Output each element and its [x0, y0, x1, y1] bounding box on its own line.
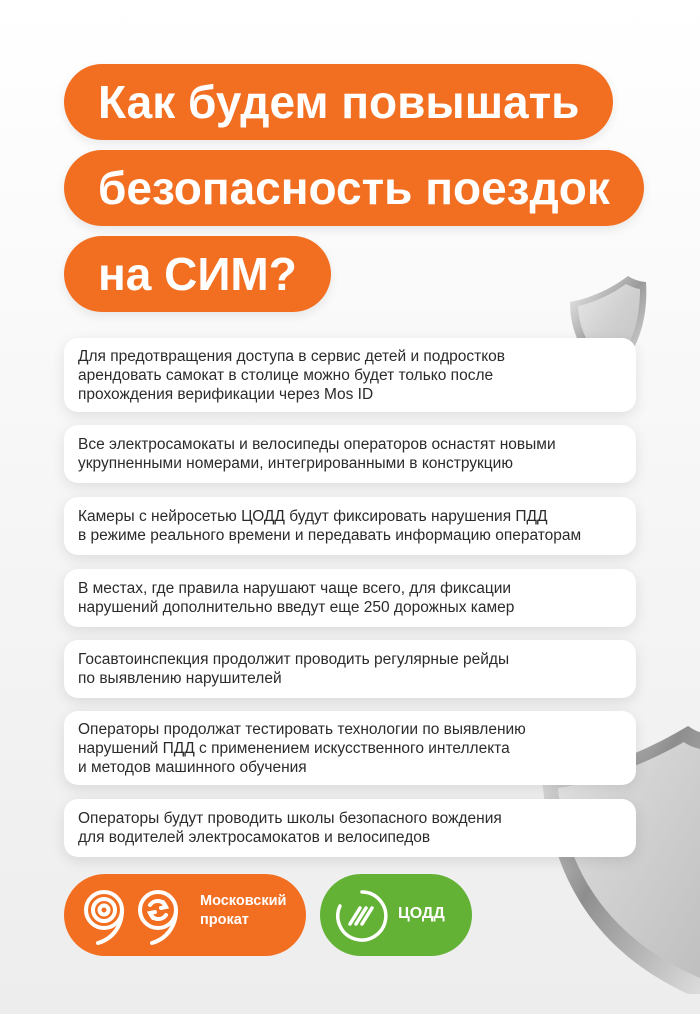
list-item-text: арендовать самокат в столице можно будет только после: [78, 366, 494, 384]
list-item-text: Для предотвращения доступа в сервис детей и подростков: [78, 347, 506, 365]
codd-logo-icon: [334, 888, 390, 944]
list-item-text: укрупненными номерами, интегрированными в конструкцию: [78, 455, 513, 472]
mos-prokat-label: Московский: [200, 893, 287, 909]
list-item-text: Все электросамокаты и велосипеды операторов оснастят новыми: [78, 436, 556, 453]
list-item: [64, 799, 636, 857]
list-item-text: нарушений ПДД с применением искусственного интеллекта: [78, 739, 510, 757]
list-item-text: и методов машинного обучения: [78, 758, 307, 776]
list-item-text: нарушений дополнительно введут еще 250 дорожных камер: [78, 599, 515, 616]
list-item-text: В местах, где правила нарушают чаще всего, для фиксации: [78, 580, 512, 597]
list-item-text: Операторы будут проводить школы безопасного вождения: [78, 810, 502, 827]
title-line-1: Как будем повышать: [64, 64, 613, 140]
list-item-text: для водителей электросамокатов и велосипедов: [78, 829, 431, 846]
list-item: [64, 640, 636, 698]
codd-logo: [320, 874, 472, 956]
list-item-text: Госавтоинспекция продолжит проводить регулярные рейды: [78, 651, 510, 668]
list-item: [64, 338, 636, 412]
list-item: [64, 711, 636, 785]
list-item-text: по выявлению нарушителей: [78, 670, 282, 687]
mos-prokat-logo: [64, 874, 306, 956]
list-item-text: в режиме реального времени и передавать информацию операторам: [78, 527, 582, 544]
list-item-text: Операторы продолжат тестировать технологии по выявлению: [78, 720, 526, 738]
list-item: [64, 425, 636, 483]
list-item: [64, 569, 636, 627]
mos-prokat-logo-icon: [76, 883, 196, 947]
list-item: [64, 497, 636, 555]
list-item-text: прохождения верификации через Mos ID: [78, 385, 374, 403]
title-line-2: безопасность поездок: [64, 150, 644, 226]
codd-label: ЦОДД: [398, 905, 445, 922]
mos-prokat-label: прокат: [200, 912, 249, 928]
title-line-3: на СИМ?: [64, 236, 331, 312]
list-item-text: Камеры с нейросетью ЦОДД будут фиксировать нарушения ПДД: [78, 508, 548, 525]
